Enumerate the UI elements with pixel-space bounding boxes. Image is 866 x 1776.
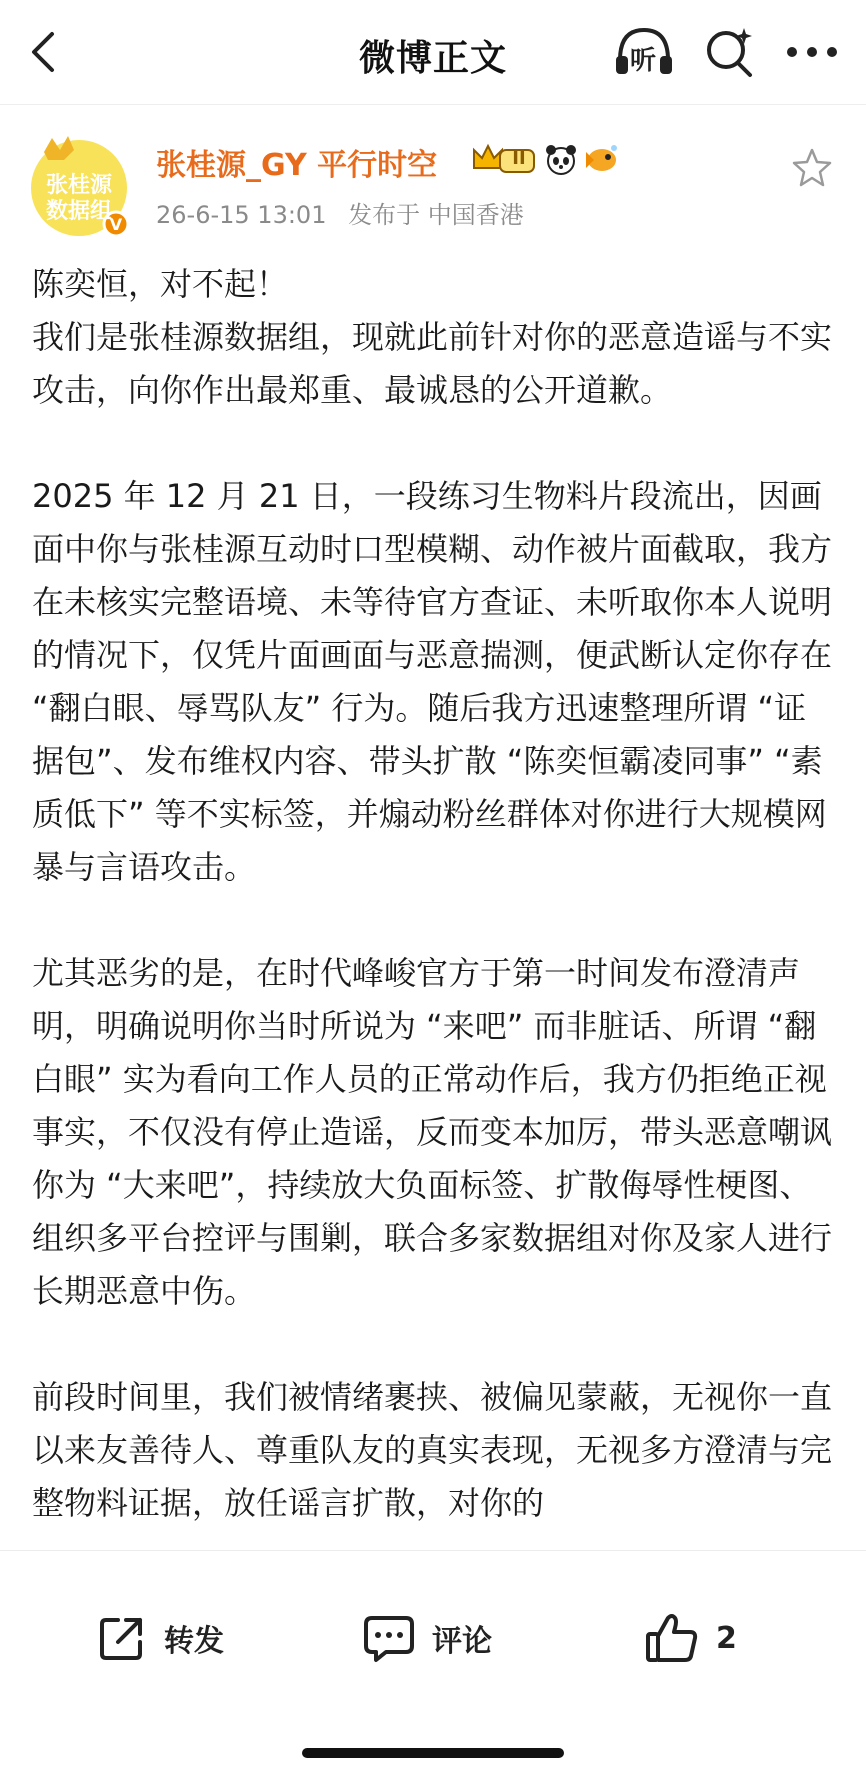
paragraph-reflection: 前段时间里，我们被情绪裹挟、被偏见蒙蔽，无视你一直以来友善待人、尊重队友的真实表现，无视多方澄清与完整物料证据，放任谣言扩散，对你的 [32, 1378, 833, 1522]
vip-level-badge[interactable] [470, 142, 538, 176]
avatar-text-line2: 数据组 [45, 199, 112, 224]
post-body [32, 258, 832, 1583]
more-dots-icon [782, 30, 842, 74]
avatar-text-line1: 张桂源 [45, 173, 112, 198]
listen-button[interactable] [612, 22, 676, 82]
post-timestamp: 26-6-15 13:01 [156, 201, 327, 229]
post-meta [156, 195, 538, 230]
like-count: 2 [716, 1620, 737, 1656]
thumbs-up-icon [644, 1610, 700, 1666]
repost-icon [96, 1612, 148, 1664]
author-badges [470, 139, 620, 179]
more-options-button[interactable] [782, 30, 842, 74]
bottom-divider [0, 1550, 866, 1551]
comment-icon [362, 1612, 416, 1664]
repost-button[interactable] [96, 1608, 224, 1668]
avatar[interactable] [24, 130, 134, 240]
paragraph-escalation: 尤其恶劣的是，在时代峰峻官方于第一时间发布澄清声明，明确说明你当时所说为 “来吧” 而非脏话、所谓 “翻白眼” 实为看向工作人员的正常动作后，我方仍拒绝正视事实，不仅没有停止造谣，反而变本加厉，带头恶意嘲讽你为 “大来吧”，持续放大负面标签、扩散侮辱性梗图、组织多平台控评与围剿，联合多家数据组对你及家人进行长期恶意中伤。 [32, 954, 833, 1310]
like-button[interactable] [644, 1608, 737, 1668]
paragraph-apology: 我们是张桂源数据组，现就此前针对你的恶意造谣与不实攻击，向你作出最郑重、最诚恳的公开道歉。 [32, 318, 833, 409]
level-badge-text: II [512, 148, 526, 169]
top-nav-bar [0, 0, 866, 104]
listen-label: 听 [630, 46, 657, 76]
favorite-button[interactable] [790, 146, 834, 190]
star-icon [790, 146, 834, 190]
svg-text:V: V [109, 215, 123, 234]
repost-label: 转发 [164, 1624, 224, 1659]
comment-label: 评论 [432, 1624, 492, 1659]
bottom-action-bar [0, 1550, 866, 1776]
paragraph-incident: 2025 年 12 月 21 日，一段练习生物料片段流出，因画面中你与张桂源互动时口型模糊、动作被片面截取，我方在未核实完整语境、未等待官方查证、未听取你本人说明的情况下，仅凭片面画面与恶意揣测，便武断认定你存在 “翻白眼、辱骂队友” 行为。随后我方迅速整理所谓 “证据包”、发布维权内容、带头扩散 “陈奕恒霸凌同事” “素质低下” 等不实标签，并煽动粉丝群体对你进行大规模网暴与言语攻击。 [32, 477, 833, 886]
comment-button[interactable] [362, 1608, 492, 1668]
fish-badge-icon[interactable] [584, 142, 620, 176]
search-icon [700, 22, 760, 82]
page-title: 微博正文 [358, 38, 507, 79]
search-button[interactable] [700, 22, 760, 82]
paragraph-greeting: 陈奕恒，对不起！ [32, 265, 289, 303]
home-indicator[interactable] [302, 1748, 564, 1758]
panda-badge-icon[interactable] [544, 142, 578, 176]
nav-divider [0, 104, 866, 105]
post-location: 发布于 中国香港 [348, 201, 524, 229]
author-name[interactable]: 张桂源_GY 平行时空 [156, 148, 438, 183]
